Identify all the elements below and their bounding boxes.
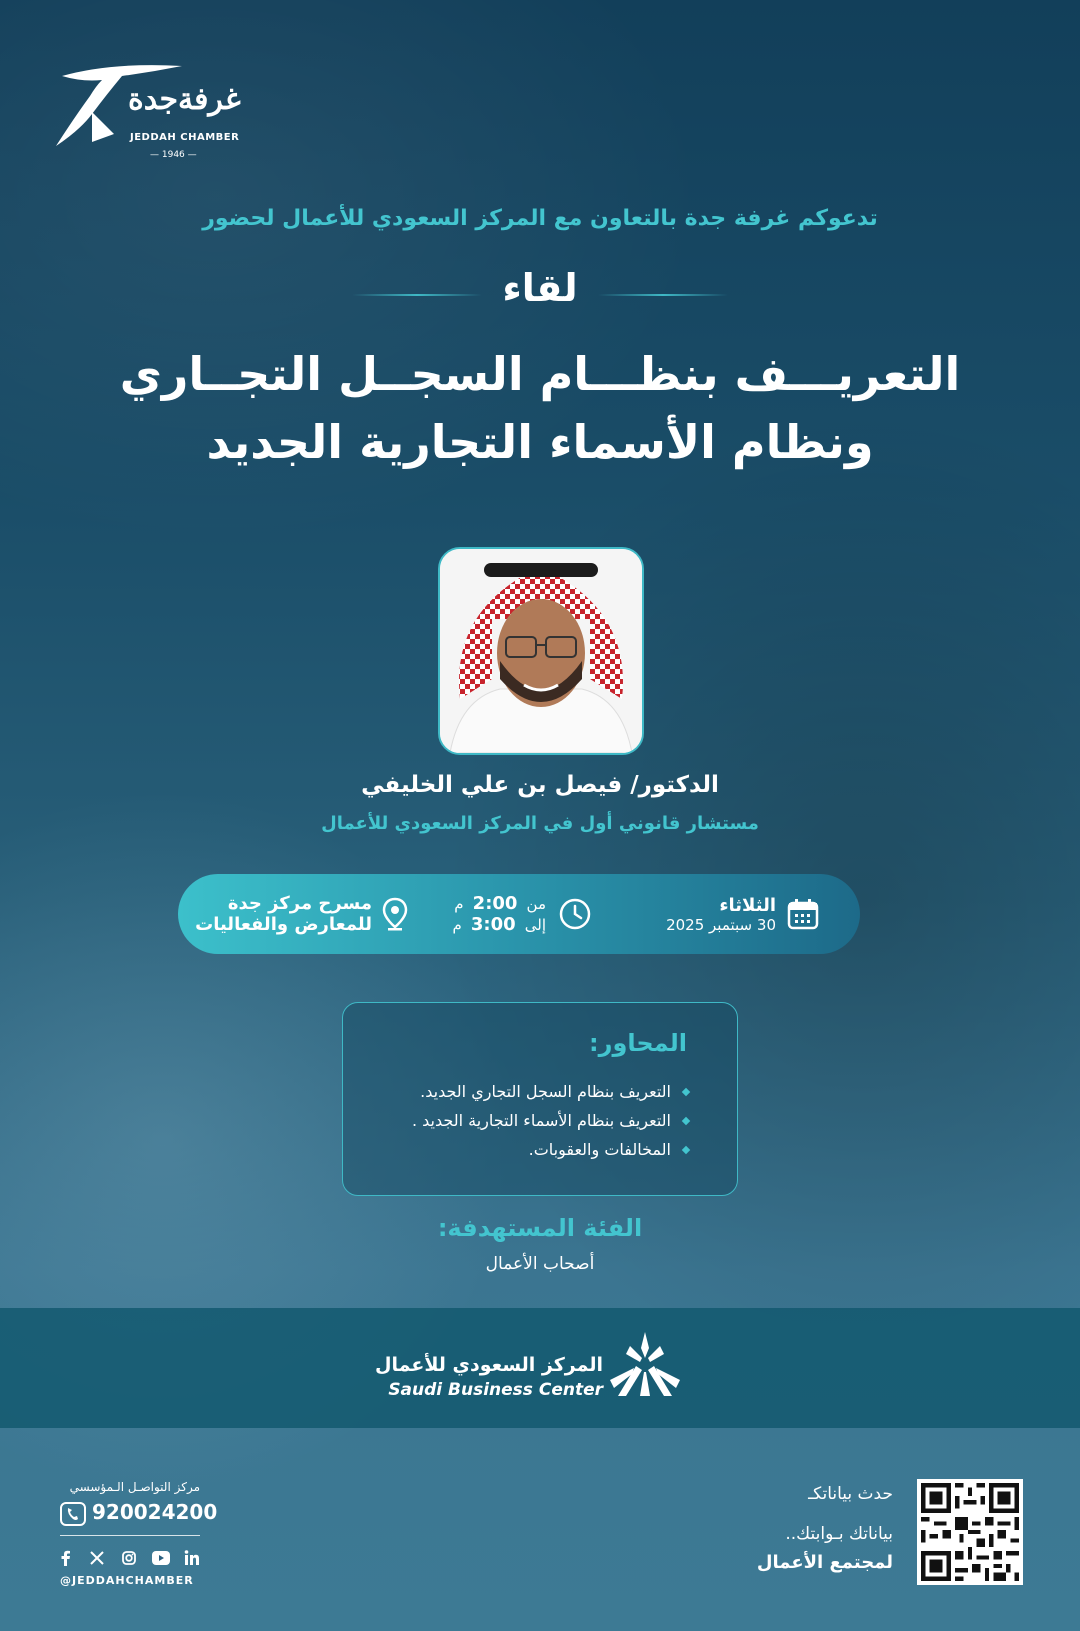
event-info-bar — [178, 874, 860, 954]
to-label: إلى — [524, 916, 546, 934]
linkedin-icon[interactable] — [184, 1550, 199, 1565]
event-day: الثلاثاء — [719, 894, 776, 916]
speaker-portrait-icon — [440, 549, 642, 753]
speaker-name: الدكتور/ فيصل بن علي الخليفي — [361, 772, 719, 798]
qr-text-line-3: لمجتمع الأعمال — [756, 1552, 893, 1573]
qr-text-line-1: حدث بياناتكـ — [808, 1484, 893, 1504]
venue-line-2: للمعارض والفعاليات — [195, 914, 372, 935]
from-time: 2:00 — [472, 893, 518, 914]
to-time: 3:00 — [470, 914, 516, 935]
calendar-icon — [786, 897, 820, 931]
logo-english-text: JEDDAH CHAMBER — [130, 132, 240, 143]
sbc-logo-icon — [610, 1330, 680, 1400]
title-line-1: التعريـــف بنظـــام السجــل التجــاري — [119, 347, 961, 401]
event-date: 30 سبتمبر 2025 — [666, 915, 776, 934]
topic-item: التعريف بنظام السجل التجاري الجديد. — [412, 1077, 691, 1106]
logo-arabic-text: غرفةجدة — [128, 82, 241, 117]
location-pin-icon — [382, 897, 408, 931]
logo-year: — 1946 — — [150, 150, 197, 160]
topic-item: التعريف بنظام الأسماء التجارية الجديد . — [412, 1106, 691, 1135]
from-pm: م — [454, 895, 464, 913]
event-type: لقاء — [502, 266, 578, 310]
topics-title: المحاور: — [589, 1029, 687, 1057]
youtube-icon[interactable] — [152, 1551, 170, 1565]
venue-info — [195, 874, 408, 954]
to-pm: م — [452, 916, 462, 934]
facebook-icon[interactable] — [60, 1550, 72, 1566]
phone-icon — [60, 1502, 86, 1526]
contact-divider — [60, 1535, 200, 1536]
speaker-role: مستشار قانوني أول في المركز السعودي للأعمال — [321, 813, 759, 834]
qr-text-line-2: بياناتك بـوابتك.. — [785, 1524, 893, 1544]
invitation-text: تدعوكم غرفة جدة بالتعاون مع المركز السعودي للأعمال لحضور — [202, 206, 878, 231]
sbc-arabic-name: المركز السعودي للأعمال — [375, 1354, 603, 1376]
title-line-2: ونظام الأسماء التجارية الجديد — [206, 415, 874, 469]
qr-code-icon — [917, 1479, 1023, 1585]
speaker-photo — [438, 547, 644, 755]
time-to — [452, 914, 546, 935]
event-title — [0, 340, 1080, 476]
topics-box — [342, 1002, 738, 1196]
venue-line-1: مسرح مركز جدة — [227, 893, 372, 914]
target-audience-title: الفئة المستهدفة: — [437, 1214, 643, 1242]
from-label: من — [526, 895, 546, 913]
qr-code[interactable] — [917, 1479, 1023, 1585]
clock-icon — [558, 897, 592, 931]
contact-center-label: مركز التواصـل الـمؤسسي — [69, 1480, 200, 1494]
target-audience-value: أصحاب الأعمال — [485, 1254, 595, 1274]
instagram-icon[interactable] — [122, 1551, 136, 1565]
social-handle[interactable]: @JEDDAHCHAMBER — [60, 1574, 194, 1587]
topic-item: المخالفات والعقوبات. — [412, 1135, 691, 1164]
social-icons — [60, 1548, 200, 1568]
x-twitter-icon[interactable] — [90, 1551, 104, 1565]
time-info — [452, 874, 592, 954]
date-info — [666, 874, 820, 954]
sbc-english-name: Saudi Business Center — [388, 1380, 603, 1400]
time-from — [452, 893, 546, 914]
contact-phone[interactable]: 920024200 — [92, 1500, 218, 1524]
topics-list — [412, 1077, 691, 1164]
